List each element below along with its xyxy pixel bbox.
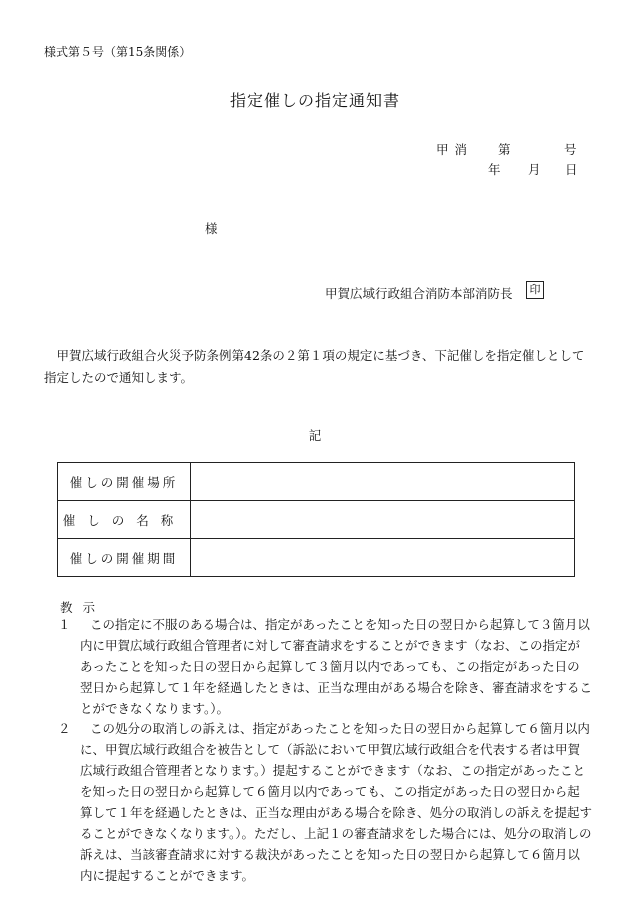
- reference-number-line: [436, 140, 576, 156]
- note-item: [58, 718, 592, 886]
- reference-dai: 第: [498, 142, 511, 157]
- table-row: [58, 539, 575, 577]
- seal-stamp: 印: [526, 281, 544, 299]
- body-text: 甲賀広域行政組合火災予防条例第42条の２第１項の規定に基づき、下記催しを指定催しとして指定したので通知します。: [44, 348, 585, 385]
- value-event-period[interactable]: [191, 539, 575, 577]
- document-title: 指定催しの指定通知書: [229, 91, 400, 110]
- table-row: [58, 501, 575, 539]
- notes-title: 教示: [60, 600, 106, 615]
- label-event-name: 催しの名称: [58, 501, 191, 539]
- ki-heading: 記: [308, 428, 322, 443]
- form-number: 様式第５号（第15条関係）: [44, 45, 192, 59]
- reference-go: 号: [564, 142, 577, 157]
- value-event-name[interactable]: [191, 501, 575, 539]
- date-year: 年: [488, 162, 501, 177]
- table-row: [58, 463, 575, 501]
- label-event-period: 催しの開催期間: [58, 539, 191, 577]
- date-line: [488, 160, 578, 176]
- reference-prefix: 甲消: [436, 142, 474, 157]
- note-text: この処分の取消しの訴えは、指定があったことを知った日の翌日から起算して６箇月以内に、甲賀広域行政組合を被告として（訴訟において甲賀広域行政組合を代表する者は甲賀広域行政組合管理者となります。）提起することができます（なお、この指定があったことを知った日の翌日から起算して６箇月以内であっても、この指定があった日の翌日から起算して１年を経過したときは、正当な理由がある場合を除き、処分の取消しの訴えを提起することができなくなります。）。ただし、上記１の審査請求をした場合には、処分の取消しの訴えは、当該審査請求に対する裁決があったことを知った日の翌日から起算して６箇月以内に提起することができます。: [80, 721, 593, 883]
- addressee-suffix: 様: [205, 221, 218, 236]
- note-number: １: [58, 617, 71, 632]
- note-text: この指定に不服のある場合は、指定があったことを知った日の翌日から起算して３箇月以内に甲賀広域行政組合管理者に対して審査請求をすることができます（なお、この指定があったことを知った日の翌日から起算して３箇月以内であっても、この指定があった日の翌日から起算して１年を経過したときは、正当な理由がある場合を除き、審査請求をすることができなくなります。）。: [80, 617, 593, 716]
- issuer-name: 甲賀広域行政組合消防本部消防長: [325, 286, 513, 301]
- value-venue[interactable]: [191, 463, 575, 501]
- note-number: ２: [58, 721, 71, 736]
- note-item: [58, 614, 592, 719]
- date-day: 日: [565, 162, 578, 177]
- label-venue: 催しの開催場所: [58, 463, 191, 501]
- date-month: 月: [528, 162, 541, 177]
- event-info-table: [57, 462, 575, 577]
